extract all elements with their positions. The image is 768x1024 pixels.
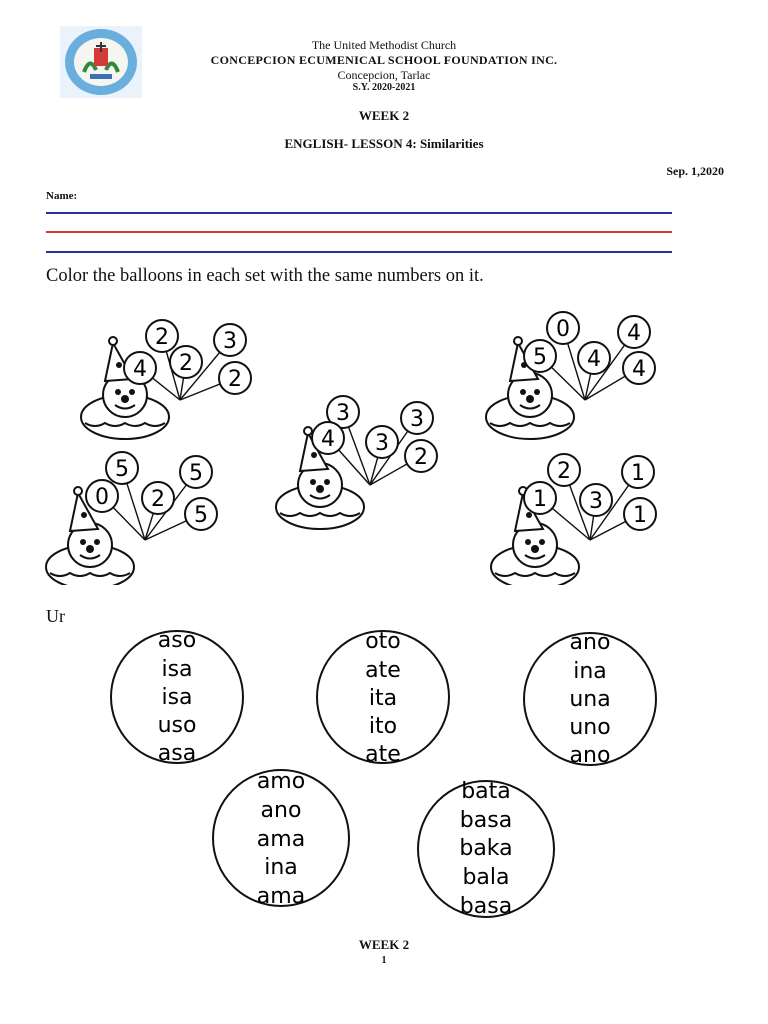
balloon-number: 1 — [633, 503, 647, 528]
word: basa — [459, 808, 513, 833]
word-circles — [100, 615, 720, 940]
school-location: Concepcion, Tarlac — [337, 68, 431, 82]
balloon-number: 1 — [533, 487, 547, 512]
word-circle-3 — [524, 630, 656, 768]
word: ita — [368, 686, 398, 711]
balloon-number: 3 — [223, 329, 237, 354]
word: ano — [569, 743, 611, 768]
balloon-number: 2 — [151, 487, 165, 512]
balloon-set-2 — [486, 312, 655, 439]
word: oto — [365, 629, 401, 654]
lesson-title: ENGLISH- LESSON 4: Similarities — [284, 136, 484, 151]
word: ina — [264, 855, 298, 880]
word: ano — [260, 798, 302, 823]
balloon-number: 0 — [556, 317, 570, 342]
balloon-number: 5 — [194, 503, 208, 528]
balloon-set-1 — [81, 320, 251, 439]
word: ito — [368, 714, 398, 739]
balloon-number: 5 — [189, 461, 203, 486]
word: amo — [256, 769, 306, 794]
balloon-number: 2 — [414, 445, 428, 470]
instruction-partial: Ur — [46, 606, 65, 626]
balloon-number: 4 — [321, 427, 335, 452]
balloon-number: 3 — [410, 407, 424, 432]
balloon-number: 4 — [627, 321, 641, 346]
balloon-number: 4 — [587, 347, 601, 372]
word: uno — [569, 715, 611, 740]
balloon-number: 2 — [179, 351, 193, 376]
word: ate — [365, 658, 401, 683]
balloon-number: 5 — [115, 457, 129, 482]
writing-line-middle — [46, 231, 672, 233]
word: isa — [161, 657, 193, 682]
word: ina — [573, 659, 607, 684]
word: ama — [256, 827, 306, 852]
word: una — [569, 687, 611, 712]
balloon-number: 5 — [533, 345, 547, 370]
writing-line-top — [46, 212, 672, 214]
word: ama — [256, 884, 306, 909]
balloon-number: 3 — [589, 489, 603, 514]
word-circle-5 — [418, 779, 554, 919]
instruction-coloring: Color the balloons in each set with the same numbers on it. — [46, 266, 484, 286]
word-circle-4 — [213, 769, 349, 909]
balloon-number: 4 — [133, 357, 147, 382]
word: isa — [161, 685, 193, 710]
word: ano — [569, 630, 611, 655]
word: baka — [459, 836, 513, 861]
footer-week: WEEK 2 — [358, 937, 410, 952]
balloon-set-4 — [46, 452, 217, 585]
school-year: S.Y. 2020-2021 — [352, 82, 416, 93]
balloon-number: 0 — [95, 485, 109, 510]
balloon-number: 2 — [228, 367, 242, 392]
balloon-number: 2 — [557, 459, 571, 484]
balloon-set-3 — [276, 396, 437, 529]
word-circle-1 — [111, 628, 243, 766]
balloon-number: 3 — [336, 401, 350, 426]
school-name: CONCEPCION ECUMENICAL SCHOOL FOUNDATION INC. — [210, 53, 558, 67]
page-number: 1 — [381, 955, 387, 966]
name-label: Name: — [46, 190, 78, 202]
word: bata — [461, 779, 511, 804]
lesson-date: Sep. 1,2020 — [666, 164, 724, 178]
balloon-number: 4 — [632, 357, 646, 382]
word: ate — [365, 742, 401, 767]
balloon-set-5 — [491, 454, 656, 585]
word: uso — [157, 713, 197, 738]
balloon-number: 1 — [631, 461, 645, 486]
balloon-illustrations — [40, 300, 700, 585]
writing-line-bottom — [46, 251, 672, 253]
balloon-number: 3 — [375, 431, 389, 456]
word: bala — [462, 865, 510, 890]
word: asa — [157, 741, 197, 766]
word-circle-2 — [317, 629, 449, 767]
word: basa — [459, 894, 513, 919]
balloon-number: 2 — [155, 325, 169, 350]
word: aso — [157, 628, 197, 653]
church-name: The United Methodist Church — [311, 38, 457, 52]
week-title: WEEK 2 — [358, 108, 410, 123]
